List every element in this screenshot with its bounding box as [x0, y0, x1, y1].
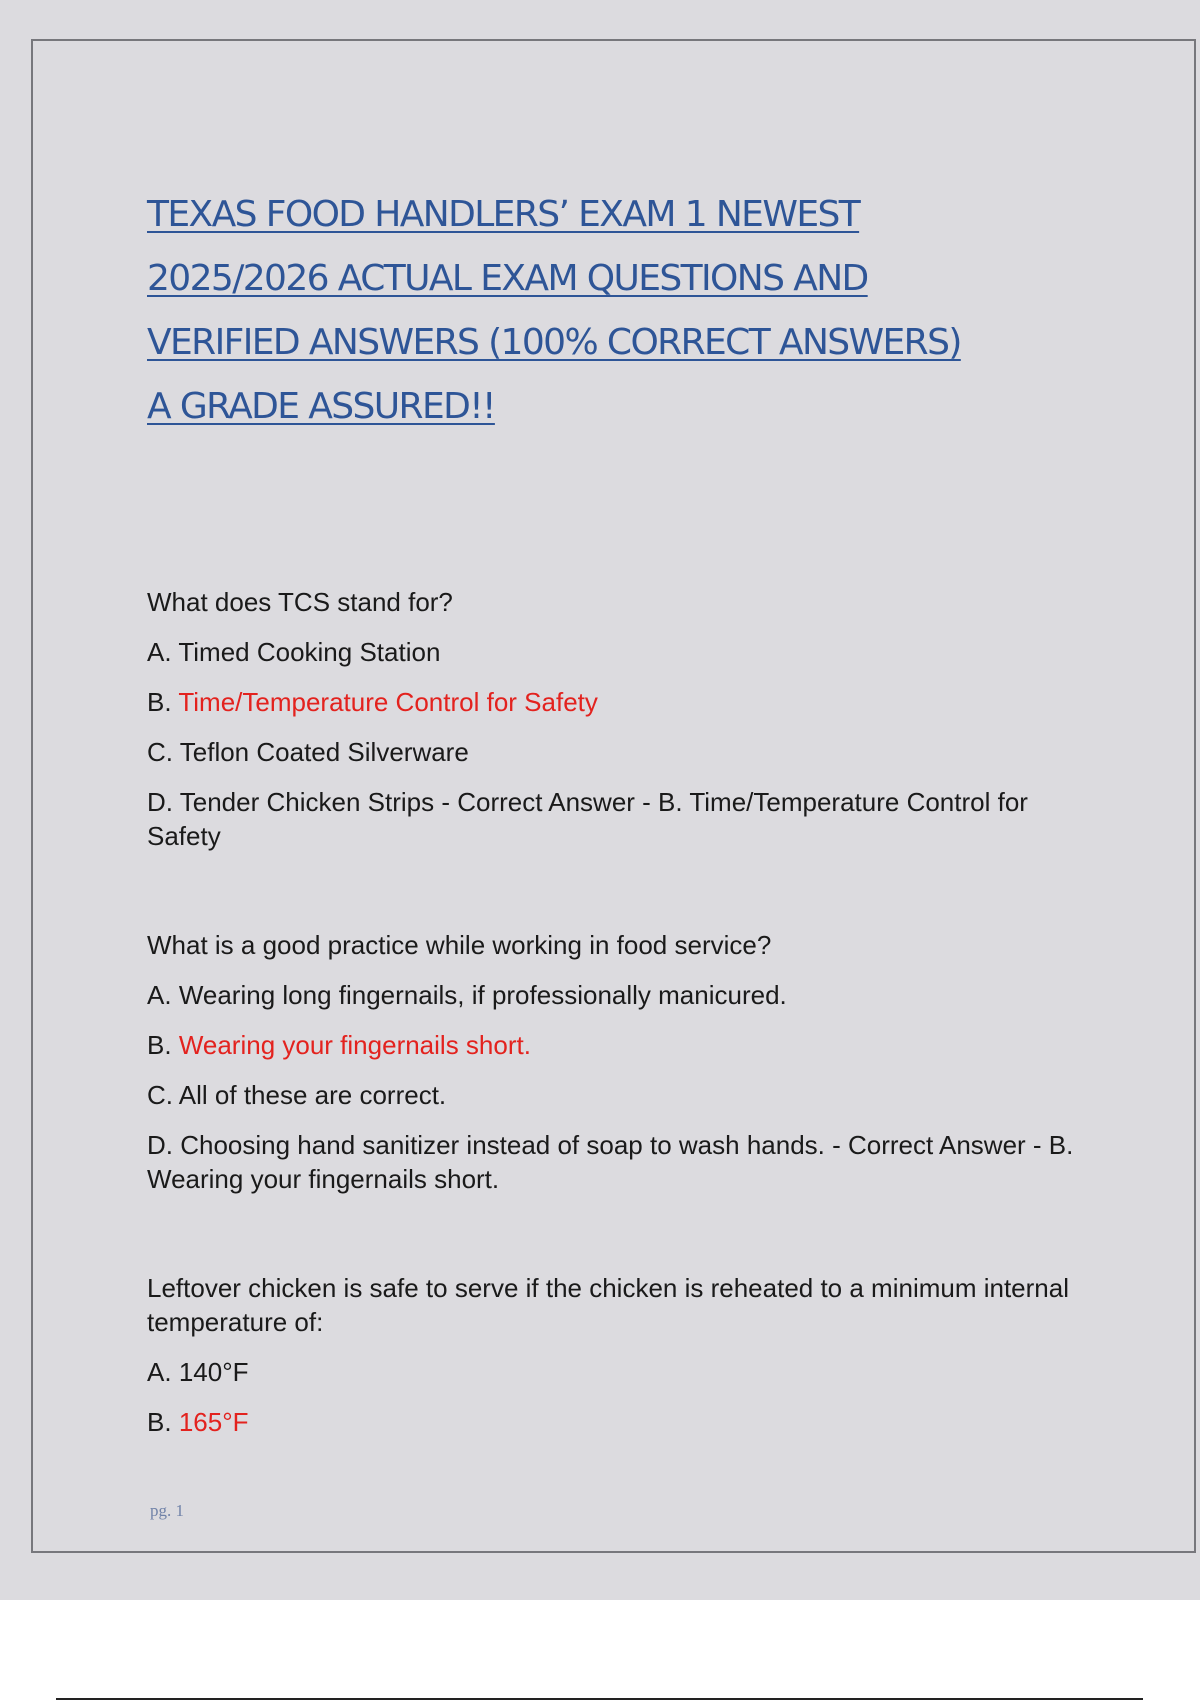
correct-option-text: Wearing your fingernails short. — [178, 1030, 531, 1060]
option-text: Wearing long fingernails, if professionally manicured. — [178, 980, 787, 1010]
question-block-3 — [147, 1271, 1107, 1455]
option-letter: A. — [147, 637, 172, 667]
answer-option — [147, 978, 1107, 1012]
option-letter: D. — [147, 1130, 173, 1160]
title-line: 2025/2026 ACTUAL EXAM QUESTIONS AND — [147, 258, 868, 299]
option-text: Choosing hand sanitizer instead of soap to wash hands. - Correct Answer - B. Wearing your fingernails short. — [147, 1130, 1074, 1194]
answer-option — [147, 1128, 1107, 1196]
answer-option — [147, 1355, 1107, 1389]
answer-option — [147, 1078, 1107, 1112]
question-block-2 — [147, 928, 1107, 1212]
option-letter: D. — [147, 787, 173, 817]
answer-option-correct — [147, 1405, 1107, 1439]
page-number: pg. 1 — [150, 1501, 184, 1520]
option-text: All of these are correct. — [178, 1080, 447, 1110]
question-block-1 — [147, 585, 1107, 869]
option-letter: A. — [147, 1357, 172, 1387]
answer-option-correct — [147, 685, 1107, 719]
option-text: Teflon Coated Silverware — [179, 737, 469, 767]
option-text: Tender Chicken Strips - Correct Answer - B. Time/Temperature Control for Safety — [147, 787, 1028, 851]
title-line: VERIFIED ANSWERS (100% CORRECT ANSWERS) — [147, 322, 961, 363]
answer-option — [147, 735, 1107, 769]
option-letter: A. — [147, 980, 172, 1010]
document-title — [147, 183, 1107, 439]
option-letter: B. — [147, 1407, 172, 1437]
option-letter: C. — [147, 1080, 173, 1110]
question-text: Leftover chicken is safe to serve if the chicken is reheated to a minimum internal temperature of: — [147, 1273, 1069, 1337]
answer-option — [147, 785, 1107, 853]
document-page — [31, 39, 1196, 1553]
question-text: What does TCS stand for? — [147, 587, 453, 617]
title-line: TEXAS FOOD HANDLERS’ EXAM 1 NEWEST — [147, 194, 860, 235]
answer-option — [147, 635, 1107, 669]
option-text: 140°F — [178, 1357, 249, 1387]
answer-option-correct — [147, 1028, 1107, 1062]
option-letter: B. — [147, 687, 172, 717]
option-letter: B. — [147, 1030, 172, 1060]
option-text: Timed Cooking Station — [178, 637, 441, 667]
correct-option-text: 165°F — [178, 1407, 249, 1437]
correct-option-text: Time/Temperature Control for Safety — [178, 687, 598, 717]
title-line: A GRADE ASSURED!! — [147, 386, 495, 427]
question-text: What is a good practice while working in food service? — [147, 930, 772, 960]
option-letter: C. — [147, 737, 173, 767]
